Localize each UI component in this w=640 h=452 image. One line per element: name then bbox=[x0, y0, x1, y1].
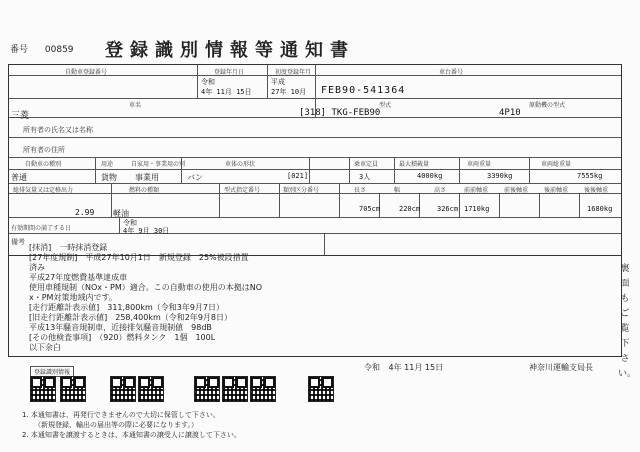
footnote: （新規登録、輸出の届出等の際に必要になります。） bbox=[34, 421, 198, 429]
issue-date-value: 4年 11月 15日 bbox=[388, 363, 444, 372]
chassis-number: FEB90-541364 bbox=[321, 85, 406, 96]
label-max-load: 最大積載量 bbox=[399, 161, 430, 168]
label-vehicle-weight: 車両重量 bbox=[467, 161, 492, 168]
label-expiry: 有効期間の満了する日 bbox=[11, 225, 72, 232]
label-front-rear: 前後軸重 bbox=[504, 187, 529, 194]
label-front-front: 前前軸重 bbox=[464, 187, 489, 194]
first-registration-era: 平成 bbox=[271, 78, 285, 86]
front-front: 1710kg bbox=[464, 205, 490, 213]
max-load: 4000kg bbox=[417, 172, 443, 180]
label-capacity: 乗車定員 bbox=[354, 161, 379, 168]
label-rear-front: 後前軸重 bbox=[544, 187, 569, 194]
capacity: 3人 bbox=[359, 173, 371, 181]
label-registration-date: 登録年月日 bbox=[214, 69, 245, 76]
displacement: 2.99 bbox=[75, 208, 95, 217]
vehicle-type: 普通 bbox=[11, 173, 27, 182]
qr-code bbox=[222, 376, 248, 402]
label-rear-rear: 後後軸重 bbox=[584, 187, 609, 194]
label-vehicle-name: 車名 bbox=[129, 102, 142, 109]
qr-code bbox=[110, 376, 136, 402]
label-usage: 用途 bbox=[101, 161, 114, 168]
qr-code bbox=[60, 376, 86, 402]
qr-label: 登録識別情報 bbox=[30, 366, 74, 377]
height: 326cm bbox=[437, 205, 459, 213]
remark-line: [走行距離計表示値] 311,800km（令和3年9月7日） bbox=[29, 303, 225, 312]
remark-line: 平成27年度燃費基準達成車 bbox=[29, 273, 128, 282]
footnote: 2. 本通知書を譲渡するときは、本通知書の譲受人に譲渡して下さい。 bbox=[22, 431, 241, 439]
fuel: 軽油 bbox=[113, 209, 129, 218]
engine-model: 4P10 bbox=[499, 108, 521, 118]
remark-line: 平成13年騒音規制車，近接排気騒音規制値 98dB bbox=[29, 323, 212, 332]
width: 220cm bbox=[399, 205, 421, 213]
expiry-era: 令和 bbox=[123, 219, 137, 227]
model: [318] TKG-FEB90 bbox=[299, 108, 381, 118]
label-category-number: 類別区分番号 bbox=[283, 187, 320, 194]
label-engine-model: 原動機の型式 bbox=[529, 102, 566, 109]
label-vehicle-type: 自動車の種別 bbox=[25, 161, 62, 168]
registration-date: 4年 11月 15日 bbox=[201, 88, 252, 96]
qr-code bbox=[250, 376, 276, 402]
label-first-registration: 初度登録年月 bbox=[275, 69, 312, 76]
label-length: 長さ bbox=[354, 187, 367, 194]
document-number bbox=[10, 42, 74, 55]
label-remarks: 備考 bbox=[11, 238, 25, 246]
body-code: [021] bbox=[287, 172, 309, 180]
qr-code bbox=[138, 376, 164, 402]
label-model: 型式 bbox=[379, 102, 392, 109]
remarks-section bbox=[8, 243, 622, 372]
remark-line: x・PM対策地域内です。 bbox=[29, 293, 117, 302]
remark-line: [旧走行距離計表示値] 258,400km（令和2年9月8日） bbox=[29, 313, 233, 322]
label-owner-address: 所有者の住所 bbox=[23, 146, 65, 154]
rear-rear: 1680kg bbox=[587, 205, 613, 213]
first-registration-date: 27年 10月 bbox=[271, 88, 307, 96]
qr-code bbox=[308, 376, 334, 402]
label-owner: 所有者の氏名又は名称 bbox=[23, 126, 93, 134]
remark-line: 済み bbox=[29, 263, 45, 272]
body-shape: バン bbox=[187, 173, 203, 182]
remark-line: 以下余白 bbox=[29, 343, 61, 352]
remark-line: 使用車種規制（NOx・PM）適合。この自動車の使用の本拠はNO bbox=[29, 283, 263, 292]
label-registration-number: 自動車登録番号 bbox=[65, 69, 108, 76]
label-type-number: 型式指定番号 bbox=[224, 187, 261, 194]
issue-date bbox=[364, 362, 443, 373]
vehicle-name: 三菱 bbox=[11, 111, 30, 121]
see-reverse-note: 裏面もご覧下さい。 bbox=[618, 264, 637, 379]
gross-weight: 7555kg bbox=[577, 172, 603, 180]
issue-era: 令和 bbox=[364, 363, 380, 372]
registration-era: 令和 bbox=[201, 78, 215, 86]
document-title: 登録識別情報等通知書 bbox=[105, 40, 355, 61]
registration-table bbox=[8, 64, 622, 256]
remark-line: [その他検査事項] （920）燃料タンク 1個 100L bbox=[29, 333, 216, 342]
footnote: 1. 本通知書は、再発行できませんので大切に保管して下さい。 bbox=[22, 411, 220, 419]
label-body-shape: 車体の形状 bbox=[225, 161, 256, 168]
remark-line: [27年度規制] 平成27年10月1日 新規登録 25%被段措置 bbox=[29, 253, 249, 262]
qr-code bbox=[30, 376, 56, 402]
label-displacement: 総排気量又は定格出力 bbox=[13, 187, 74, 194]
qr-code bbox=[194, 376, 220, 402]
issuing-office: 神奈川運輸支局長 bbox=[529, 363, 593, 372]
label-fuel: 燃料の種類 bbox=[129, 187, 160, 194]
expiry-date: 4年 9月 30日 bbox=[123, 227, 170, 235]
label-chassis-number: 車台番号 bbox=[439, 69, 464, 76]
label-self-use: 自家用・事業用の別 bbox=[131, 161, 186, 168]
remark-line: [抹消] 一時抹消登録 bbox=[29, 243, 108, 252]
number-label: 番号 bbox=[10, 45, 29, 55]
label-height: 高さ bbox=[434, 187, 447, 194]
self-use: 事業用 bbox=[135, 173, 159, 182]
number-value: 00859 bbox=[44, 45, 74, 55]
length: 705cm bbox=[359, 205, 381, 213]
label-width: 幅 bbox=[394, 187, 401, 194]
label-gross-weight: 車両総重量 bbox=[541, 161, 572, 168]
usage: 貨物 bbox=[101, 173, 117, 182]
vehicle-weight: 3390kg bbox=[487, 172, 513, 180]
